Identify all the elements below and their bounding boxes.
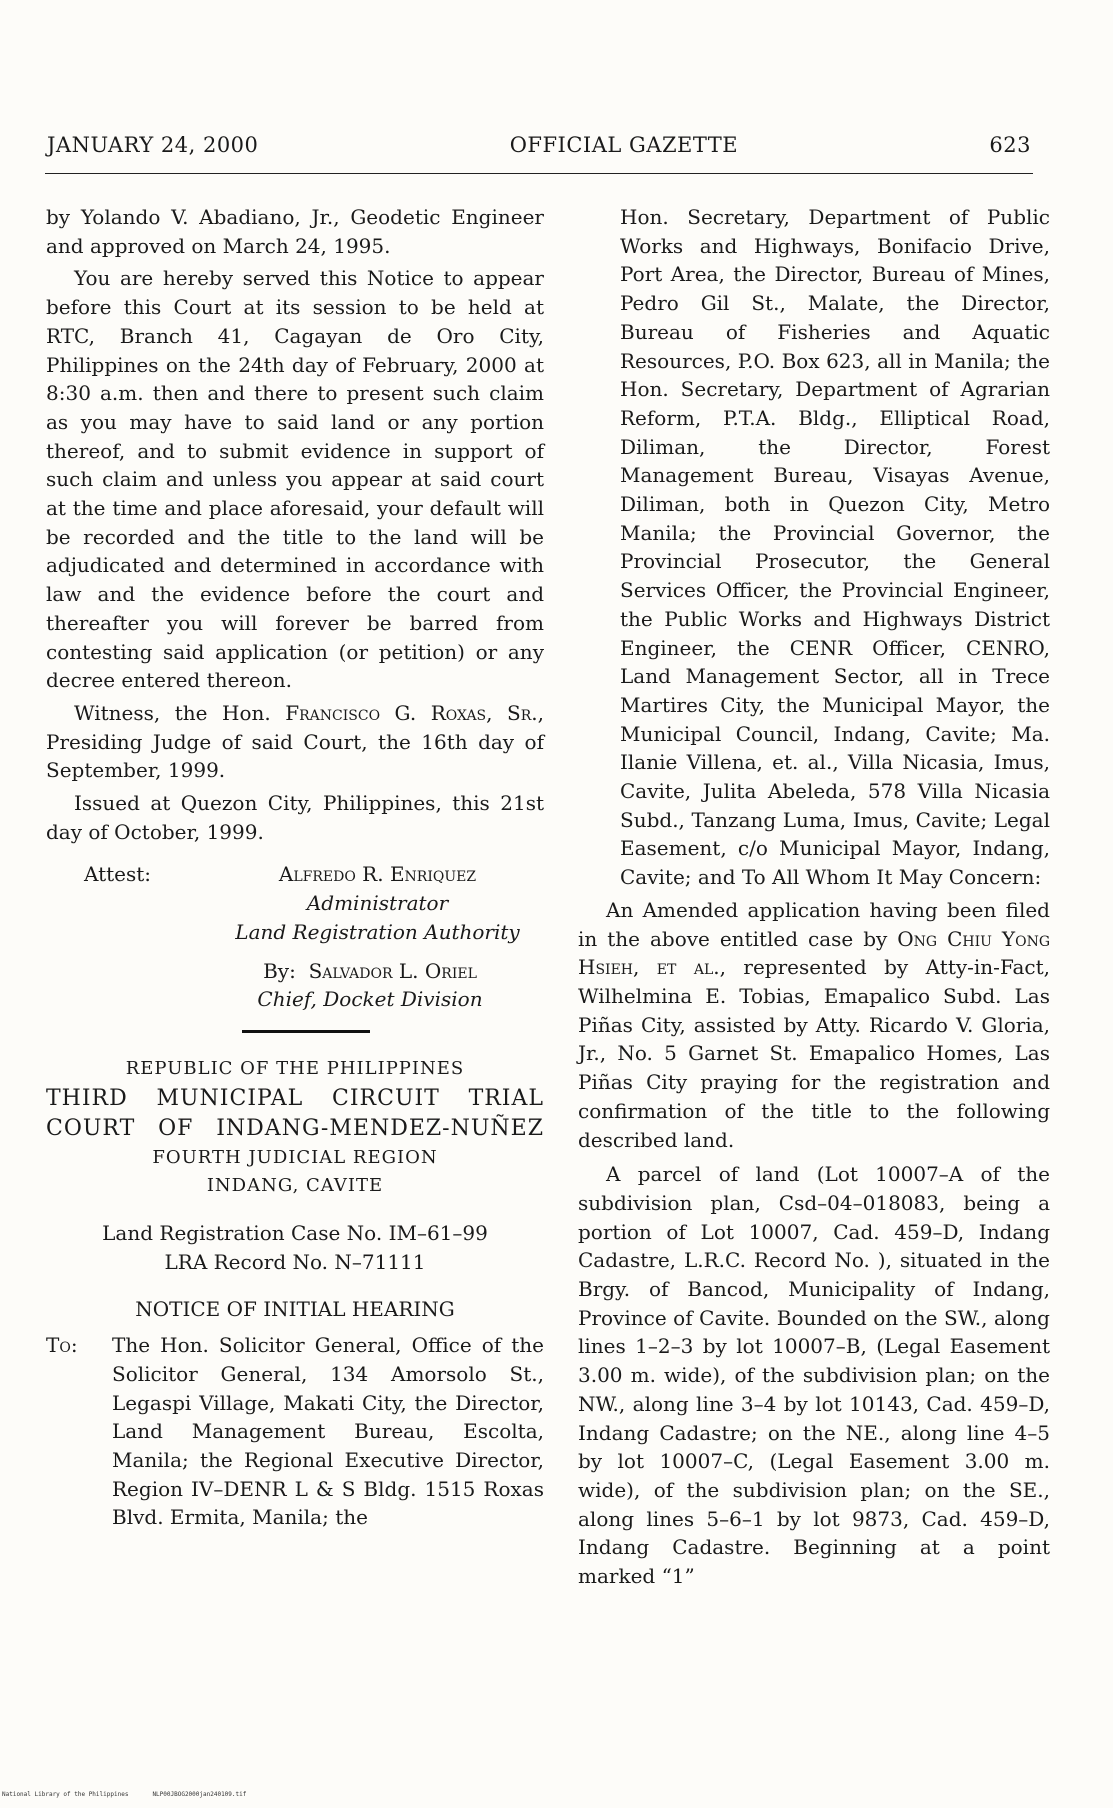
attest-name: Alfredo R. Enriquez [278, 862, 477, 887]
judge-name: Francisco G. Roxas, Sr. [285, 700, 538, 725]
attest-title: Administrator [306, 891, 449, 916]
header-title: OFFICIAL GAZETTE [509, 133, 739, 157]
attest-org: Land Registration Authority [235, 919, 520, 944]
witness-paragraph [46, 699, 544, 785]
by-line [196, 957, 544, 986]
court-title-line-2: COURT OF INDANG-MENDEZ-NUÑEZ [46, 1115, 544, 1141]
attest-block [46, 860, 544, 946]
footer-file: NLP00JBOG2000jan240109.tif [152, 1791, 247, 1798]
by-block [46, 957, 544, 1014]
notice-title: NOTICE OF INITIAL HEARING [135, 1296, 455, 1321]
left-paragraph-2: You are hereby served this Notice to appear before this Court at its session to be held at RTC, Branch 41, Cagayan de Oro City, Philippines on the 24th day of February, 2000 at 8:30 a.m. then and there to present such claim as you may have to said land or any portion thereof, and to submit evidence in support of such claim and unless you appear at said court at the time and place aforesaid, your default will be recorded and the title to the land will be adjudicated and determined in accordance with law and the evidence before the court and thereafter you will forever be barred from contesting said application (or petition) or any decree entered thereon. [46, 266, 544, 693]
applicant-name: Ong Chiu Yong Hsieh, et al. [578, 926, 1050, 980]
land-description-paragraph: A parcel of land (Lot 10007–A of the subdivision plan, Csd–04–018083, being a portion of Lot 10007, Cad. 459–D, Indang Cadastre, L.R.C. Record No. ), situated in the Brgy. of Bancod, Municipality of Indang, Province of Cavite. Bounded on the SW., along lines 1–2–3 by lot 10007–B, (Legal Easement 3.00 m. wide), of the subdivision plan; on the NW., along line 3–4 by lot 10143, Cad. 459–D, Indang Cadastre; on the NE., along line 4–5 by lot 10007–C, (Legal Easement 3.00 m. wide), of the subdivision plan; on the SE., along lines 5–6–1 by lot 9873, Cad. 459–D, Indang Cadastre. Beginning at a point marked “1” [578, 1162, 1050, 1589]
left-column [46, 203, 544, 1532]
left-paragraph-1: by Yolando V. Abadiano, Jr., Geodetic Engineer and approved on March 24, 1995. [46, 205, 544, 258]
witness-post: , Presiding Judge of said Court, the 16th day of September, 1999. [46, 700, 544, 783]
to-text: The Hon. Solicitor General, Office of the Solicitor General, 134 Amorsolo St., Legaspi Village, Makati City, the Director, Land Management Bureau, Escolta, Manila; the Regional Executive Director, Region IV–DENR L & S Bldg. 1515 Roxas Blvd. Ermita, Manila; the [112, 1333, 544, 1530]
header-rule [45, 173, 1033, 174]
region-line: FOURTH JUDICIAL REGION [152, 1146, 438, 1168]
case-number: Land Registration Case No. IM–61–99 [102, 1221, 488, 1246]
lra-record-number: LRA Record No. N–71111 [164, 1249, 426, 1274]
scan-footer [2, 1791, 602, 1798]
page-header [47, 133, 1031, 157]
right-column [578, 203, 1050, 1591]
addressee-list: Hon. Secretary, Department of Public Works and Highways, Bonifacio Drive, Port Area, the Director, Bureau of Mines, Pedro Gil St., Malate, the Director, Bureau of Fisheries and Aquatic Resources, P.O. Box 623, all in Manila; the Hon. Secretary, Department of Agrarian Reform, P.T.A. Bldg., Elliptical Road, Diliman, the Director, Forest Management Bureau, Visayas Avenue, Diliman, both in Quezon City, Metro Manila; the Provincial Governor, the Provincial Prosecutor, the General Services Officer, the Provincial Engineer, the Public Works and Highways District Engineer, the CENR Officer, CENRO, Land Management Sector, all in Trece Martires City, the Municipal Mayor, the Municipal Council, Indang, Cavite; Ma. Ilanie Villena, et. al., Villa Nicasia, Imus, Cavite, Julita Abeleda, 578 Villa Nicasia Subd., Tanzang Luma, Imus, Cavite; Legal Easement, c/o Municipal Mayor, Indang, Cavite; and To All Whom It May Concern: [620, 205, 1050, 890]
header-date: JANUARY 24, 2000 [47, 133, 259, 157]
attest-signatory [211, 860, 544, 946]
by-name: Salvador L. Oriel [308, 958, 477, 983]
application-post: , represented by Atty-in-Fact, Wilhelmina E. Tobias, Emapalico Subd. Las Piñas City, assisted by Atty. Ricardo V. Gloria, Jr., No. 5 Garnet St. Emapalico Homes, Las Piñas City praying for the registration and confirmation of the title to the following described land. [578, 955, 1050, 1152]
by-label: By: [263, 958, 296, 983]
issued-paragraph: Issued at Quezon City, Philippines, this 21st day of October, 1999. [46, 791, 544, 844]
republic-line: REPUBLIC OF THE PHILIPPINES [125, 1057, 465, 1079]
witness-pre: Witness, the Hon. [74, 700, 286, 725]
header-page-number: 623 [989, 133, 1031, 157]
application-pre: An Amended application having been filed in the above entitled case by [578, 897, 1050, 951]
application-paragraph [578, 896, 1050, 1154]
place-line: INDANG, CAVITE [206, 1175, 384, 1197]
attest-label: Attest: [84, 862, 152, 887]
section-divider [242, 1030, 370, 1033]
footer-library: National Library of the Philippines [2, 1791, 129, 1798]
to-block [46, 1331, 544, 1532]
by-title: Chief, Docket Division [257, 987, 483, 1012]
court-title-line-1: THIRD MUNICIPAL CIRCUIT TRIAL [46, 1085, 544, 1111]
to-label: To: [46, 1333, 78, 1358]
